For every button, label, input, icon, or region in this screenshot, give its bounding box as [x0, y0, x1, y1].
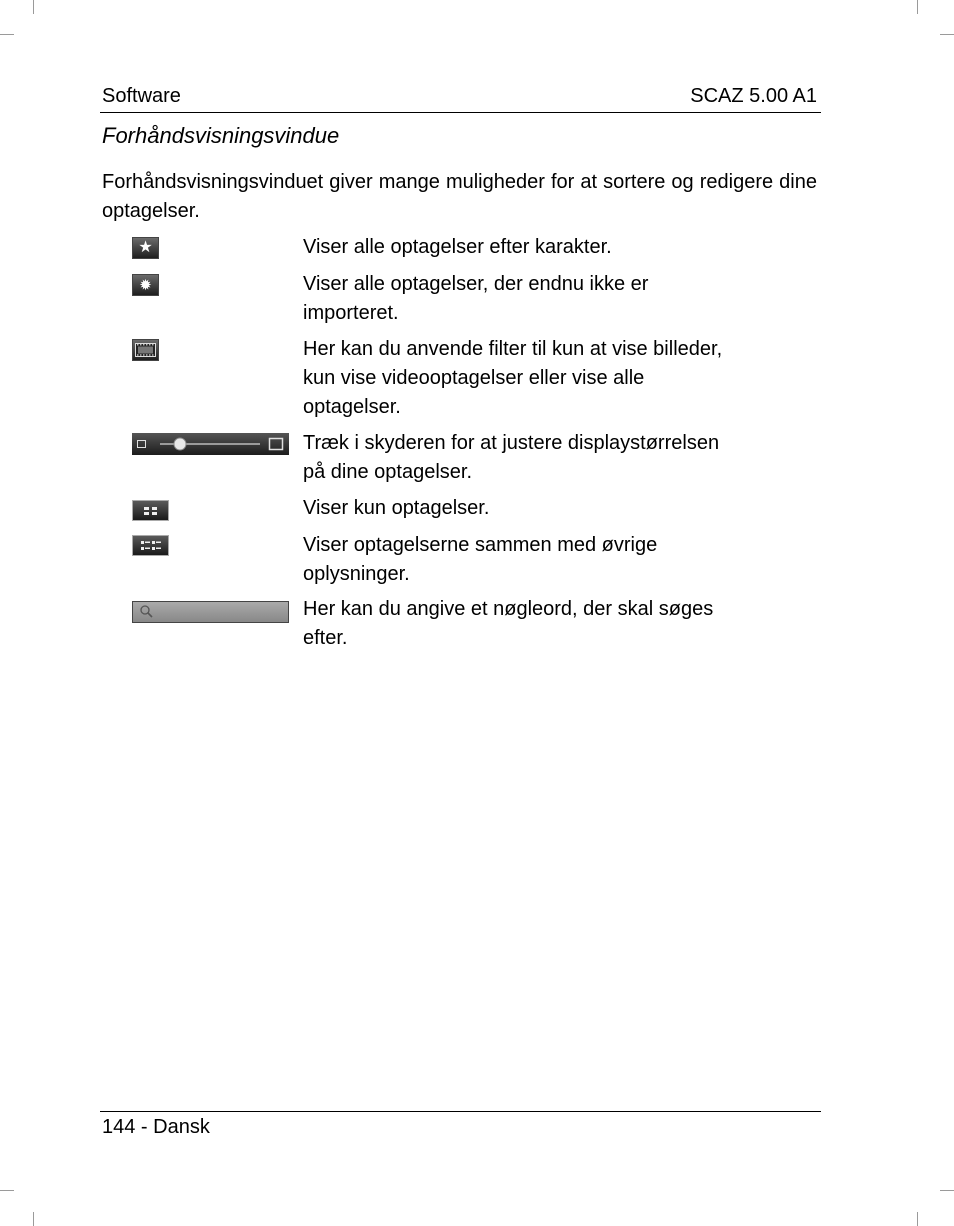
header-section-name: Software: [102, 85, 181, 107]
filmstrip-filter-icon: [132, 339, 159, 361]
crop-mark: [33, 0, 34, 14]
detail-view-icon: [132, 535, 169, 556]
item-description: Viser alle optagelser efter karakter.: [303, 236, 612, 258]
crop-mark: [0, 34, 14, 35]
crop-mark: [33, 1212, 34, 1226]
header-rule: [100, 112, 821, 113]
header-model-number: SCAZ 5.00 A1: [690, 85, 817, 107]
crop-mark: [917, 0, 918, 14]
crop-mark: [0, 1190, 14, 1191]
search-field-icon: [132, 601, 289, 623]
star-rating-icon: ★: [132, 237, 159, 259]
crop-mark: [940, 1190, 954, 1191]
item-description: Her kan du anvende filter til kun at vise billeder, kun vise videooptagelser eller vise alle optagelser.: [303, 338, 723, 418]
section-title: Forhåndsvisningsvindue: [102, 123, 340, 148]
item-description: Viser kun optagelser.: [303, 497, 490, 519]
item-description: Viser optagelserne sammen med øvrige oplysninger.: [303, 534, 658, 585]
intro-paragraph: Forhåndsvisningsvinduet giver mange muligheder for at sortere og redigere dine optagelser.: [102, 171, 817, 222]
crop-mark: [940, 34, 954, 35]
footer-rule: [100, 1111, 821, 1112]
page-number: 144 - Dansk: [102, 1116, 210, 1138]
item-description: Viser alle optagelser, der endnu ikke er importeret.: [303, 273, 649, 324]
item-description: Træk i skyderen for at justere displaystørrelsen på dine optagelser.: [303, 432, 720, 483]
item-description: Her kan du angive et nøgleord, der skal søges efter.: [303, 598, 714, 649]
crop-mark: [917, 1212, 918, 1226]
new-import-icon: ✹: [132, 274, 159, 296]
thumbnail-view-icon: [132, 500, 169, 521]
size-slider-icon: [132, 433, 289, 455]
